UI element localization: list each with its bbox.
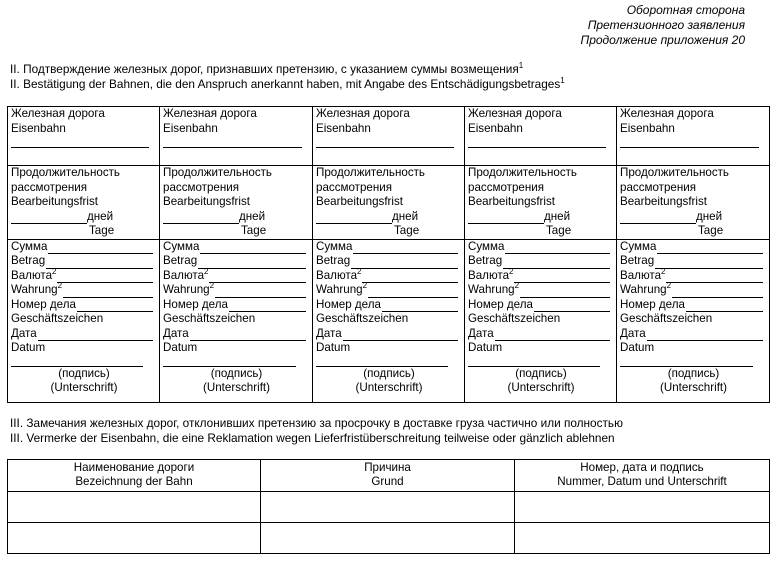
betrag-field[interactable] bbox=[198, 257, 306, 269]
wahrung-field[interactable] bbox=[520, 286, 610, 298]
document-header bbox=[581, 3, 746, 47]
date-field[interactable] bbox=[190, 329, 306, 341]
railway-label-ru: Железная дорога bbox=[468, 107, 562, 120]
signature-label-de: (Unterschrift) bbox=[507, 381, 575, 394]
remarks-row-1 bbox=[8, 492, 770, 523]
railway-confirmation-table bbox=[7, 106, 770, 403]
date-field[interactable] bbox=[343, 329, 458, 341]
signature-line[interactable] bbox=[620, 356, 753, 367]
date-label-ru: Дата bbox=[163, 326, 189, 340]
case-number-label-de: Geschäftszeichen bbox=[468, 312, 561, 325]
railway-label-de: Eisenbahn bbox=[468, 121, 523, 135]
duration-cell bbox=[160, 166, 313, 240]
case-number-label-ru: Номер дела bbox=[316, 297, 381, 311]
duration-label-ru-1: Продолжительность bbox=[11, 166, 120, 179]
duration-label-ru-1: Продолжительность bbox=[620, 166, 729, 179]
railway-label-de: Eisenbahn bbox=[316, 121, 371, 135]
currency-label-de: Wahrung$^2$ bbox=[316, 281, 368, 296]
currency-label-ru: Валюта$^2$ bbox=[316, 266, 362, 282]
date-field[interactable] bbox=[647, 329, 763, 341]
currency-field[interactable] bbox=[666, 271, 763, 283]
railway-label-ru: Железная дорога bbox=[316, 107, 410, 120]
case-number-label-de: Geschäftszeichen bbox=[11, 312, 104, 325]
days-label-ru: дней bbox=[696, 209, 723, 223]
date-label-de: Datum bbox=[316, 341, 351, 354]
duration-label-de: Bearbeitungsfrist bbox=[163, 195, 250, 208]
header-number-date-signature: Номер, дата и подпись Nummer, Datum und Unterschrift bbox=[515, 460, 770, 492]
date-label-ru: Дата bbox=[316, 326, 342, 340]
amount-cell bbox=[160, 239, 313, 402]
days-field[interactable] bbox=[468, 211, 544, 224]
remarks-row-2 bbox=[8, 523, 770, 554]
header-line-2: Претензионного заявления bbox=[587, 17, 745, 32]
header-reason: Причина Grund bbox=[261, 460, 515, 492]
railway-cell[interactable] bbox=[8, 107, 160, 166]
currency-label-ru: Валюта$^2$ bbox=[620, 266, 666, 282]
signature-line[interactable] bbox=[316, 356, 448, 367]
signature-line[interactable] bbox=[11, 356, 143, 367]
days-label-ru: дней bbox=[87, 209, 114, 223]
sum-field[interactable] bbox=[48, 242, 153, 254]
case-number-field[interactable] bbox=[77, 300, 153, 312]
section-3-title bbox=[10, 416, 623, 445]
signature-label-ru: (подпись) bbox=[515, 366, 567, 380]
section-2-title bbox=[10, 62, 565, 91]
days-label-de: Tage bbox=[241, 224, 267, 237]
section-2-title-ru: II. Подтверждение железных дорог, признавших претензию, с указанием суммы возмещения$^1$ bbox=[10, 61, 524, 76]
duration-label-ru-2: рассмотрения bbox=[620, 180, 697, 194]
days-label-de: Tage bbox=[546, 224, 572, 237]
amount-cell bbox=[8, 239, 160, 402]
railway-cell[interactable] bbox=[465, 107, 617, 166]
signature-label-de: (Unterschrift) bbox=[355, 381, 423, 394]
duration-label-ru-2: рассмотрения bbox=[316, 180, 393, 194]
date-label-ru: Дата bbox=[620, 326, 646, 340]
currency-label-de: Wahrung$^2$ bbox=[163, 281, 215, 296]
sum-label-ru: Сумма bbox=[620, 239, 657, 253]
currency-label-de: Wahrung$^2$ bbox=[620, 281, 672, 296]
wahrung-field[interactable] bbox=[672, 286, 763, 298]
sum-label-de: Betrag bbox=[620, 254, 655, 267]
sum-field[interactable] bbox=[200, 242, 306, 254]
days-field[interactable] bbox=[316, 211, 392, 224]
currency-field[interactable] bbox=[362, 271, 458, 283]
railway-label-de: Eisenbahn bbox=[620, 121, 675, 135]
railway-label-ru: Железная дорога bbox=[163, 107, 257, 120]
reason-cell[interactable] bbox=[261, 523, 515, 554]
section-3-title-de: III. Vermerke der Eisenbahn, die eine Reklamation wegen Lieferfristüberschreitung teilweise oder gänzlich ablehnen bbox=[10, 430, 615, 445]
duration-cell bbox=[617, 166, 770, 240]
currency-label-ru: Валюта$^2$ bbox=[11, 266, 57, 282]
signature-label-de: (Unterschrift) bbox=[50, 381, 118, 394]
duration-label-de: Bearbeitungsfrist bbox=[316, 195, 403, 208]
days-label-ru: дней bbox=[239, 209, 266, 223]
days-field[interactable] bbox=[11, 211, 87, 224]
betrag-field[interactable] bbox=[503, 257, 610, 269]
betrag-field[interactable] bbox=[655, 257, 763, 269]
days-label-ru: дней bbox=[392, 209, 419, 223]
header-line-3: Продолжение приложения 20 bbox=[580, 32, 745, 47]
signature-label-de: (Unterschrift) bbox=[660, 381, 727, 394]
amount-cell bbox=[465, 239, 617, 402]
number-date-signature-cell[interactable] bbox=[515, 523, 770, 554]
case-number-label-de: Geschäftszeichen bbox=[163, 312, 256, 325]
header-line-1: Оборотная сторона bbox=[626, 3, 745, 17]
currency-label-de: Wahrung$^2$ bbox=[468, 281, 520, 296]
date-label-ru: Дата bbox=[11, 326, 37, 340]
days-label-ru: дней bbox=[544, 209, 571, 223]
section-2-title-de: II. Bestätigung der Bahnen, die den Anspruch anerkannt haben, mit Angabe des Entschädigungsbetrages$^1$ bbox=[10, 75, 565, 91]
duration-label-ru-1: Продолжительность bbox=[163, 166, 272, 179]
currency-field[interactable] bbox=[209, 271, 306, 283]
railway-name-line[interactable] bbox=[316, 136, 454, 148]
duration-label-de: Bearbeitungsfrist bbox=[620, 195, 707, 208]
sum-label-ru: Сумма bbox=[163, 239, 200, 253]
sum-field[interactable] bbox=[505, 242, 610, 254]
case-number-label-de: Geschäftszeichen bbox=[316, 312, 409, 325]
sum-label-ru: Сумма bbox=[11, 239, 48, 253]
sum-label-de: Betrag bbox=[11, 254, 46, 267]
railway-name-cell[interactable] bbox=[8, 523, 261, 554]
duration-cell bbox=[313, 166, 465, 240]
days-label-de: Tage bbox=[698, 224, 724, 237]
sum-label-de: Betrag bbox=[316, 254, 351, 267]
railway-name-line[interactable] bbox=[163, 136, 302, 148]
railway-cell[interactable] bbox=[617, 107, 770, 166]
wahrung-field[interactable] bbox=[368, 286, 458, 298]
date-label-de: Datum bbox=[163, 341, 198, 354]
currency-label-ru: Валюта$^2$ bbox=[163, 266, 209, 282]
signature-line[interactable] bbox=[468, 356, 600, 367]
case-number-field[interactable] bbox=[229, 300, 306, 312]
date-field[interactable] bbox=[38, 329, 153, 341]
sum-field[interactable] bbox=[353, 242, 458, 254]
duration-label-ru-1: Продолжительность bbox=[316, 166, 425, 179]
days-field[interactable] bbox=[163, 211, 239, 224]
date-label-ru: Дата bbox=[468, 326, 494, 340]
wahrung-field[interactable] bbox=[63, 286, 153, 298]
date-field[interactable] bbox=[495, 329, 610, 341]
duration-label-ru-2: рассмотрения bbox=[11, 180, 88, 194]
number-date-signature-cell[interactable] bbox=[515, 492, 770, 523]
duration-label-de: Bearbeitungsfrist bbox=[468, 195, 555, 208]
case-number-field[interactable] bbox=[534, 300, 610, 312]
header-railway-name: Наименование дороги Bezeichnung der Bahn bbox=[8, 460, 261, 492]
railway-label-ru: Железная дорога bbox=[11, 107, 105, 120]
signature-label-ru: (подпись) bbox=[667, 366, 720, 380]
railway-cell[interactable] bbox=[160, 107, 313, 166]
case-number-field[interactable] bbox=[382, 300, 458, 312]
amount-cell bbox=[313, 239, 465, 402]
date-label-de: Datum bbox=[468, 341, 503, 354]
betrag-field[interactable] bbox=[351, 257, 458, 269]
currency-field[interactable] bbox=[57, 271, 153, 283]
sum-label-ru: Сумма bbox=[316, 239, 353, 253]
wahrung-field[interactable] bbox=[215, 286, 306, 298]
days-label-de: Tage bbox=[394, 224, 420, 237]
railway-label-de: Eisenbahn bbox=[163, 121, 218, 135]
railway-cell[interactable] bbox=[313, 107, 465, 166]
duration-label-ru-1: Продолжительность bbox=[468, 166, 577, 179]
remarks-header-row bbox=[8, 460, 770, 492]
days-field[interactable] bbox=[620, 211, 696, 224]
signature-label-ru: (подпись) bbox=[363, 366, 415, 380]
duration-cell bbox=[8, 166, 160, 240]
case-number-field[interactable] bbox=[686, 300, 763, 312]
section-3-title-ru: III. Замечания железных дорог, отклонивших претензию за просрочку в доставке груза частично или полностью bbox=[10, 416, 623, 430]
duration-cell bbox=[465, 166, 617, 240]
sum-label-de: Betrag bbox=[163, 254, 198, 267]
signature-label-ru: (подпись) bbox=[210, 366, 263, 380]
amount-cell bbox=[617, 239, 770, 402]
railway-label-de: Eisenbahn bbox=[11, 121, 66, 135]
duration-label-ru-2: рассмотрения bbox=[468, 180, 545, 194]
railway-name-cell[interactable] bbox=[8, 492, 261, 523]
duration-label-ru-2: рассмотрения bbox=[163, 180, 240, 194]
betrag-field[interactable] bbox=[46, 257, 153, 269]
case-number-label-ru: Номер дела bbox=[11, 297, 76, 311]
rejection-remarks-table bbox=[7, 459, 770, 554]
case-number-label-ru: Номер дела bbox=[163, 297, 228, 311]
currency-field[interactable] bbox=[514, 271, 610, 283]
reason-cell[interactable] bbox=[261, 492, 515, 523]
case-number-label-ru: Номер дела bbox=[468, 297, 533, 311]
date-label-de: Datum bbox=[620, 341, 655, 354]
sum-label-ru: Сумма bbox=[468, 239, 505, 253]
railway-name-line[interactable] bbox=[11, 136, 149, 148]
days-label-de: Tage bbox=[89, 224, 115, 237]
currency-label-ru: Валюта$^2$ bbox=[468, 266, 514, 282]
railway-label-ru: Железная дорога bbox=[620, 107, 714, 120]
signature-label-de: (Unterschrift) bbox=[203, 381, 270, 394]
signature-line[interactable] bbox=[163, 356, 296, 367]
duration-label-de: Bearbeitungsfrist bbox=[11, 195, 98, 208]
sum-field[interactable] bbox=[657, 242, 763, 254]
sum-label-de: Betrag bbox=[468, 254, 503, 267]
railway-name-line[interactable] bbox=[620, 136, 759, 148]
case-number-label-ru: Номер дела bbox=[620, 297, 685, 311]
date-label-de: Datum bbox=[11, 341, 46, 354]
case-number-label-de: Geschäftszeichen bbox=[620, 312, 713, 325]
currency-label-de: Wahrung$^2$ bbox=[11, 281, 63, 296]
railway-name-line[interactable] bbox=[468, 136, 606, 148]
signature-label-ru: (подпись) bbox=[58, 366, 110, 380]
